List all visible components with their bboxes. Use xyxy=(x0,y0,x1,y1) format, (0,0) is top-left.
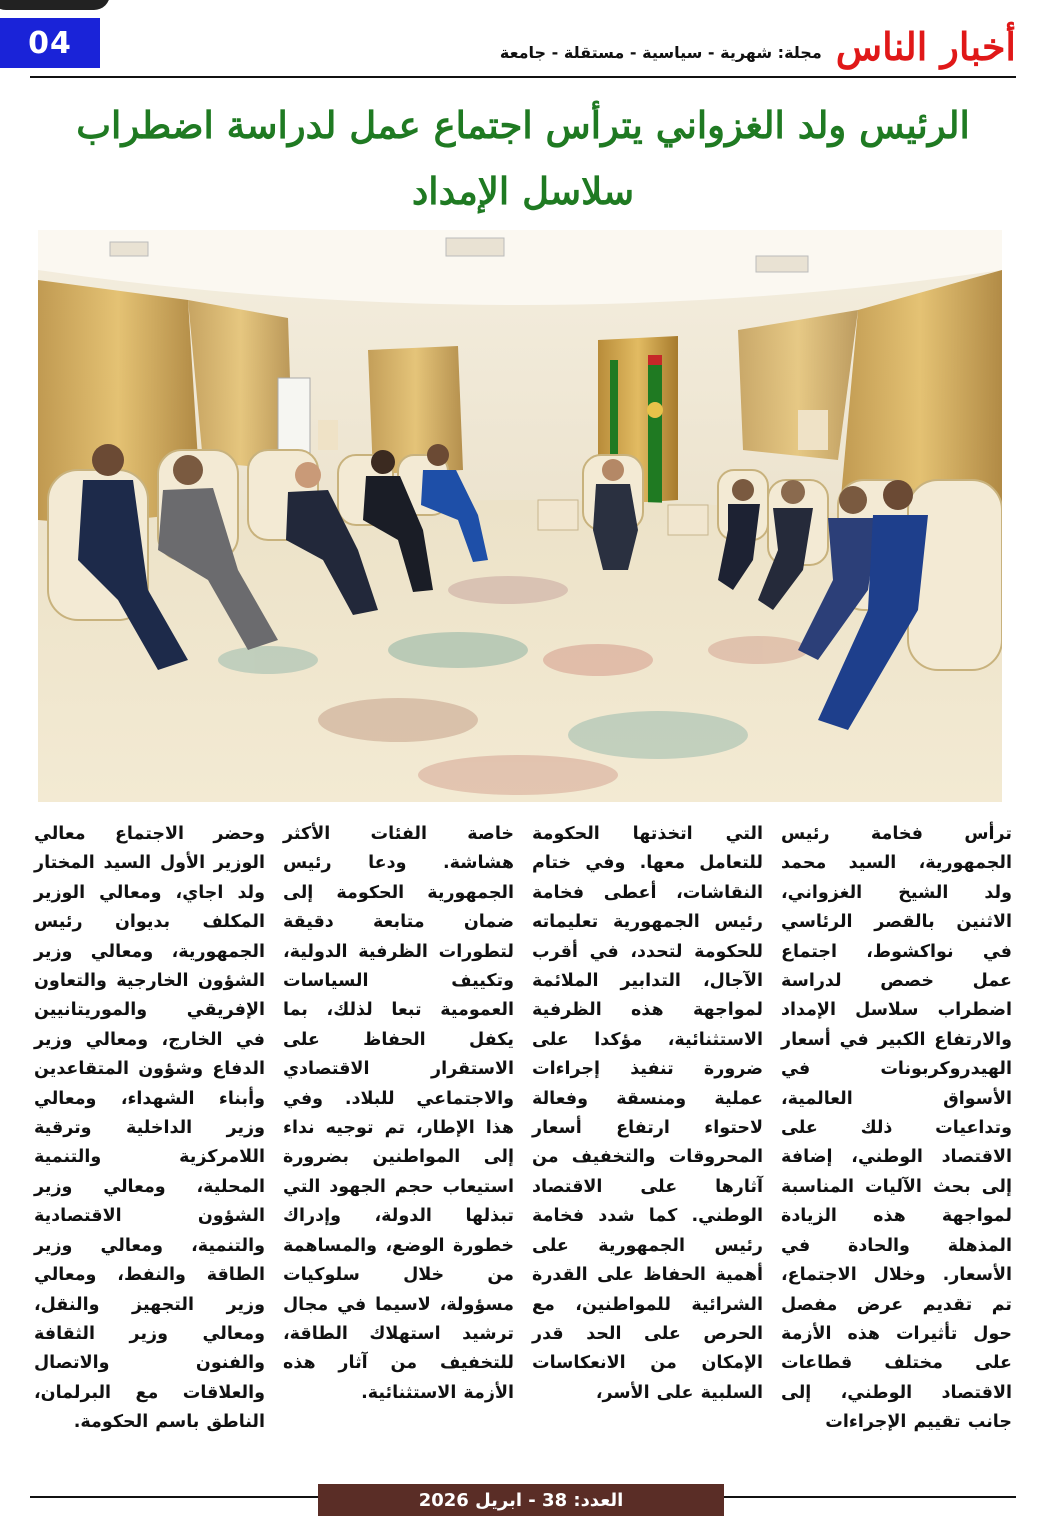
page-number: 04 xyxy=(0,18,100,68)
meeting-photo xyxy=(38,230,1002,802)
headline-line-1: الرئيس ولد الغزواني يترأس اجتماع عمل لدراسة اضطراب سلاسل الإمداد xyxy=(76,103,970,213)
article-column-2: التي اتخذتها الحكومة للتعامل معها. وفي ختام النقاشات، أعطى فخامة رئيس الجمهورية تعليماته للحكومة لتحدد، في أقرب الآجال، التدابير الملائمة لمواجهة هذه الظرفية الاستثنائية، مؤكدا على ضرورة تنفيذ إجراءات عملية ومنسقة وفعالة لاحتواء ارتفاع أسعار المحروقات والتخفيف من آثارها على الاقتصاد الوطني. كما شدد فخامة رئيس الجمهورية على أهمية الحفاظ على القدرة الشرائية للمواطنين، مع الحرص على الحد قدر الإمكان من الانعكاسات السلبية على الأسر، xyxy=(532,824,763,1403)
article-column-4: وحضر الاجتماع معالي الوزير الأول السيد المختار ولد اجاي، ومعالي الوزير المكلف بديوان رئيس الجمهورية، ومعالي وزير الشؤون الخارجية والتعاون الإفريقي والموريتانيين في الخارج، ومعالي وزير الدفاع وشؤون المتقاعدين وأبناء الشهداء، ومعالي وزير الداخلية وترقية اللامركزية والتنمية المحلية، ومعالي وزير الشؤون الاقتصادية والتنمية، ومعالي وزير الطاقة والنفط، ومعالي وزير التجهيز والنقل، ومعالي وزير الثقافة والفنون والاتصال والعلاقات مع البرلمان، الناطق باسم الحكومة. xyxy=(34,824,265,1433)
masthead xyxy=(499,24,1016,69)
masthead-title: أخبار الناس xyxy=(835,24,1016,69)
article-body xyxy=(34,820,1012,1470)
masthead-subtitle: مجلة: شهرية - سياسية - مستقلة - جامعة xyxy=(499,43,822,62)
header-divider xyxy=(30,76,1016,78)
article-column-3: خاصة الفئات الأكثر هشاشة. ودعا رئيس الجمهورية الحكومة إلى ضمان متابعة دقيقة لتطورات الظرفية الدولية، وتكييف السياسات العمومية تبعا لذلك، بما يكفل الحفاظ على الاستقرار الاقتصادي والاجتماعي للبلاد. وفي هذا الإطار، تم توجيه نداء إلى المواطنين بضرورة استيعاب حجم الجهود التي تبذلها الدولة، وإدراك خطورة الوضع، والمساهمة من خلال سلوكيات مسؤولة، لاسيما في مجال ترشيد استهلاك الطاقة، للتخفيف من آثار هذه الأزمة الاستثنائية. xyxy=(283,824,514,1403)
article-column-1: ترأس فخامة رئيس الجمهورية، السيد محمد ولد الشيخ الغزواني، الاثنين بالقصر الرئاسي في نواكشوط، اجتماع عمل خصص لدراسة اضطراب سلاسل الإمداد والارتفاع الكبير في أسعار الهيدروكربونات في الأسواق العالمية، وتداعيات ذلك على الاقتصاد الوطني، إضافة إلى بحث الآليات المناسبة لمواجهة هذه الزيادة المذهلة والحادة في الأسعار. وخلال الاجتماع، تم تقديم عرض مفصل حول تأثيرات هذه الأزمة على مختلف قطاعات الاقتصاد الوطني، إلى جانب تقييم الإجراءات xyxy=(781,824,1012,1433)
top-corner-decoration xyxy=(0,0,110,10)
issue-info: العدد: 38 - ابريل 2026 xyxy=(318,1484,724,1516)
